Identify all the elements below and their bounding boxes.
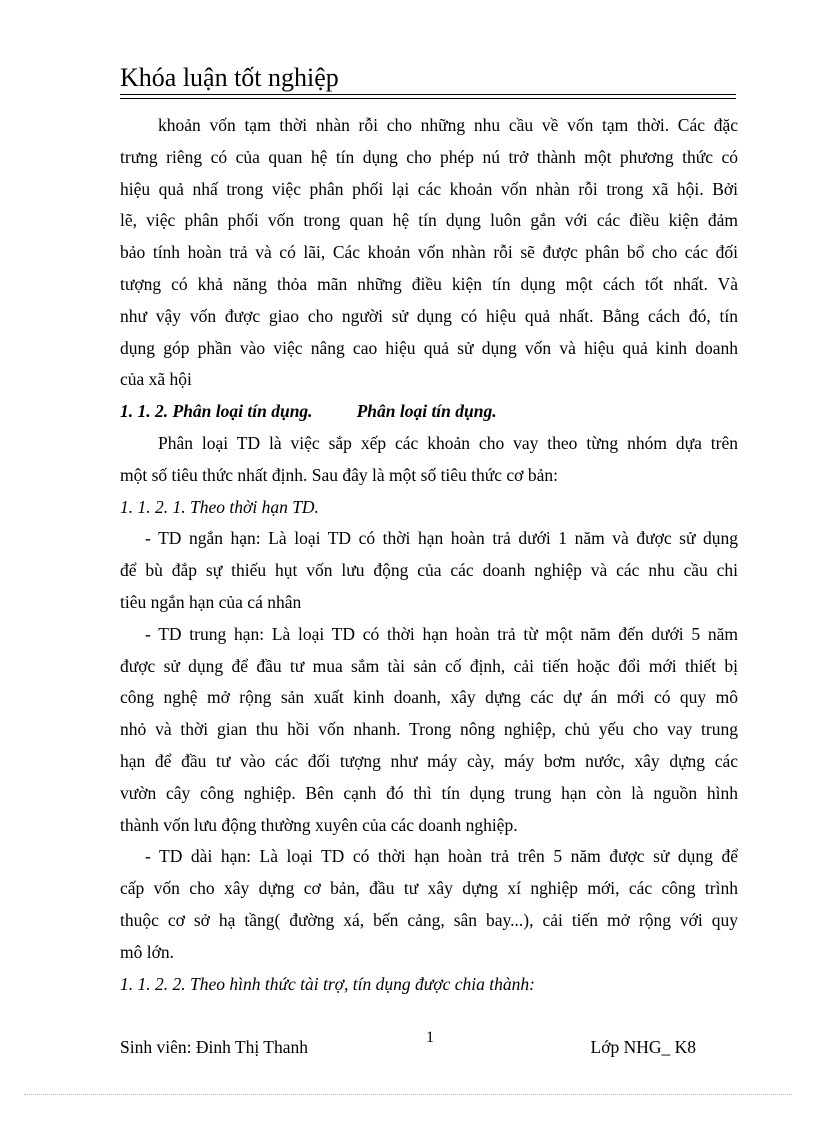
text-line: dụng góp phần vào việc nâng cao hiệu quả sử dụng vốn và hiệu quả kinh doanh bbox=[120, 337, 738, 358]
footer-student-name: Sinh viên: Đinh Thị Thanh bbox=[120, 1037, 308, 1057]
subsection-heading-1-1-2-2: 1. 1. 2. 2. Theo hình thức tài trợ, tín dụng được chia thành: bbox=[120, 973, 535, 994]
paragraph-short-term bbox=[120, 523, 738, 618]
text-line: như vậy vốn được giao cho người sử dụng có hiệu quả nhất. Bằng cách đó, tín bbox=[120, 305, 738, 326]
text-line: khoản vốn tạm thời nhàn rỗi cho những nhu cầu về vốn tạm thời. Các đặc bbox=[158, 115, 738, 135]
text-line: lẽ, việc phân phối vốn trong quan hệ tín dụng luôn gắn với các điều kiện đảm bbox=[120, 210, 738, 231]
text-line: thuộc cơ sở hạ tầng( đường xá, bến cảng, sân bay...), cải tiến mở rộng với quy bbox=[120, 909, 738, 930]
document-body bbox=[120, 110, 738, 1000]
text-line: thành vốn lưu động thường xuyên của các doanh nghiệp. bbox=[120, 814, 518, 835]
footer-page-number: 1 bbox=[426, 1029, 434, 1046]
text-line: công nghệ mở rộng sản xuất kinh doanh, xây dựng các dự án mới có quy mô bbox=[120, 687, 738, 708]
text-line: mô lớn. bbox=[120, 941, 174, 962]
text-line: hạn để đầu tư vào các đối tượng như máy cày, máy bơm nước, xây dựng các bbox=[120, 750, 738, 771]
section-heading-text-repeat: Phân loại tín dụng. bbox=[356, 401, 497, 422]
paragraph-2 bbox=[120, 428, 738, 492]
text-line: tiêu ngắn hạn của cá nhân bbox=[120, 591, 302, 612]
page-bottom-dotted-border bbox=[24, 1094, 792, 1095]
section-heading-1-1-2 bbox=[120, 396, 738, 428]
text-line: tượng có khả năng thỏa mãn những điều kiện tín dụng một cách tốt nhất. Và bbox=[120, 273, 738, 294]
subsection-heading-1-1-2-1: 1. 1. 2. 1. Theo thời hạn TD. bbox=[120, 496, 319, 517]
header-title: Khóa luận tốt nghiệp bbox=[120, 63, 339, 92]
text-line: được sử dụng để đầu tư mua sắm tài sản cố định, cải tiến hoặc đổi mới thiết bị bbox=[120, 655, 738, 676]
text-line: Phân loại TD là việc sắp xếp các khoản cho vay theo từng nhóm dựa trên bbox=[158, 432, 738, 453]
text-line: bảo tính hoàn trả và có lãi, Các khoản vốn nhàn rỗi sẽ được phân bổ cho các đối bbox=[120, 242, 738, 263]
text-line: vườn cây công nghiệp. Bên cạnh đó thì tín dụng trung hạn còn là nguồn hình bbox=[120, 782, 738, 803]
text-line: - TD ngắn hạn: Là loại TD có thời hạn hoàn trả dưới 1 năm và được sử dụng bbox=[145, 528, 738, 549]
paragraph-medium-term bbox=[120, 619, 738, 842]
text-line: một số tiêu thức nhất định. Sau đây là một số tiêu thức cơ bản: bbox=[120, 464, 558, 485]
text-line: - TD dài hạn: Là loại TD có thời hạn hoàn trả trên 5 năm được sử dụng để bbox=[145, 846, 738, 867]
header-double-rule bbox=[120, 94, 736, 99]
footer-class: Lớp NHG_ K8 bbox=[590, 1037, 696, 1057]
text-line: để bù đắp sự thiếu hụt vốn lưu động của các doanh nghiệp và các nhu cầu chi bbox=[120, 560, 738, 581]
paragraph-1 bbox=[120, 110, 738, 396]
text-line: của xã hội bbox=[120, 369, 192, 390]
text-line: nhỏ và thời gian thu hồi vốn nhanh. Trong nông nghiệp, chủ yếu cho vay trung bbox=[120, 719, 738, 740]
paragraph-long-term bbox=[120, 841, 738, 968]
text-line: hiệu quả nhấ trong việc phân phối lại các khoản vốn nhàn rỗi trong xã hội. Bởi bbox=[120, 178, 738, 199]
section-heading-text: 1. 1. 2. Phân loại tín dụng. bbox=[120, 401, 313, 422]
page-footer bbox=[120, 1029, 740, 1067]
text-line: cấp vốn cho xây dựng cơ bản, đầu tư xây dựng xí nghiệp mới, các công trình bbox=[120, 878, 738, 899]
text-line: - TD trung hạn: Là loại TD có thời hạn hoàn trả từ một năm đến dưới 5 năm bbox=[145, 623, 738, 644]
text-line: trưng riêng có của quan hệ tín dụng cho phép nú trở thành một phương thức có bbox=[120, 146, 738, 167]
